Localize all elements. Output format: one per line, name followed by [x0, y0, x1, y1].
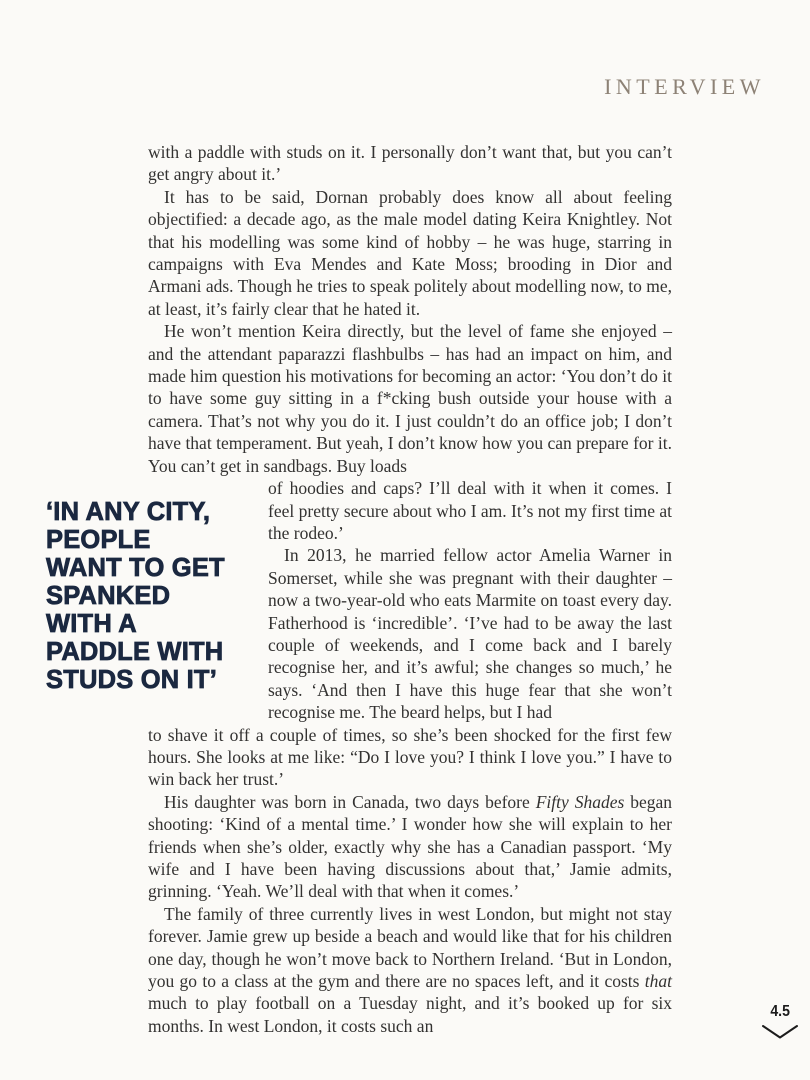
paragraph-continuation: to shave it off a couple of times, so she’s been shocked for the first few hours. She looks at me like: “Do I love you? I think I love you.” I have to win back her trust.’	[148, 724, 672, 790]
pull-quote-line: PEOPLE	[46, 526, 151, 555]
paragraph-continuation: of hoodies and caps? I’ll deal with it when it comes. I feel pretty secure about who I am. It’s not my first time at the rodeo.’	[268, 478, 672, 543]
paragraph: In 2013, he married fellow actor Amelia Warner in Somerset, while she was pregnant with their daughter – now a two-year-old who eats Marmite on toast every day. Fatherhood is ‘incredible’. ‘I’ve had to be away the last couple of weekends, and I come back and I barely recognise her, and it’s awful; she changes so much,’ he says. ‘And then I have this huge fear that she won’t recognise me. The beard helps, but I had	[268, 545, 672, 723]
italic-title: Fifty Shades	[535, 791, 625, 812]
article-body	[46, 141, 672, 1037]
paragraph-text: began shooting: ‘Kind of a mental time.’ I wonder how she will explain to her friends when she’s older, exactly why she has a Canadian passport. ‘My wife and I have been having discussions about that,’ Jamie admits, grinning. ‘Yeah. We’ll deal with that when it comes.’	[148, 791, 672, 902]
pull-quote-line: WITH A	[46, 610, 137, 639]
paragraph	[148, 903, 672, 1037]
pull-quote-line: SPANKED	[46, 582, 171, 611]
pull-quote-line: STUDS ON IT’	[46, 666, 217, 695]
paragraph-continuation: with a paddle with studs on it. I personally don’t want that, but you can’t get angry about it.’	[148, 142, 672, 185]
italic-emphasis: that	[644, 971, 672, 992]
pull-quote-line: PADDLE WITH	[46, 638, 224, 667]
pull-quote-line: WANT TO GET	[46, 554, 225, 583]
paragraph	[148, 791, 672, 903]
chevron-down-icon[interactable]	[761, 1024, 799, 1040]
paragraph-text: The family of three currently lives in west London, but might not stay forever. Jamie grew up beside a beach and would like that for his children one day, though he won’t move back to Northern Ireland. ‘But in London, you go to a class at the gym and there are no spaces left, and it costs	[148, 903, 672, 992]
article-section-bottom	[148, 724, 672, 1038]
pull-quote-line: ‘IN ANY CITY,	[46, 498, 211, 527]
paragraph: He won’t mention Keira directly, but the level of fame she enjoyed – and the attendant paparazzi flashbulbs – has had an impact on him, and made him question his motivations for becoming an actor: ‘You don’t do it to have some guy sitting in a f*cking bush outside your house with a camera. That’s not why you do it. I just couldn’t do an office job; I don’t have that temperament. But yeah, I don’t know how you can prepare for it. You can’t get in sandbags. Buy loads	[148, 321, 672, 476]
article-narrow-column	[268, 477, 672, 723]
page-number: 4.5	[770, 1003, 790, 1020]
article-section-with-pull-quote	[46, 477, 672, 723]
pull-quote	[46, 477, 252, 723]
article-section-top	[148, 141, 672, 477]
paragraph-text: much to play football on a Tuesday night, and it’s booked up for six months. In west London, it costs such an	[148, 993, 672, 1036]
paragraph: It has to be said, Dornan probably does know all about feeling objectified: a decade ago, as the male model dating Keira Knightley. Not that his modelling was some kind of hobby – he was huge, starring in campaigns with Eva Mendes and Kate Moss; brooding in Dior and Armani ads. Though he tries to speak politely about modelling now, to me, at least, it’s fairly clear that he hated it.	[148, 186, 672, 319]
page-footer	[757, 1003, 803, 1040]
section-header: INTERVIEW	[604, 74, 765, 99]
paragraph-text: His daughter was born in Canada, two days before	[164, 791, 536, 812]
